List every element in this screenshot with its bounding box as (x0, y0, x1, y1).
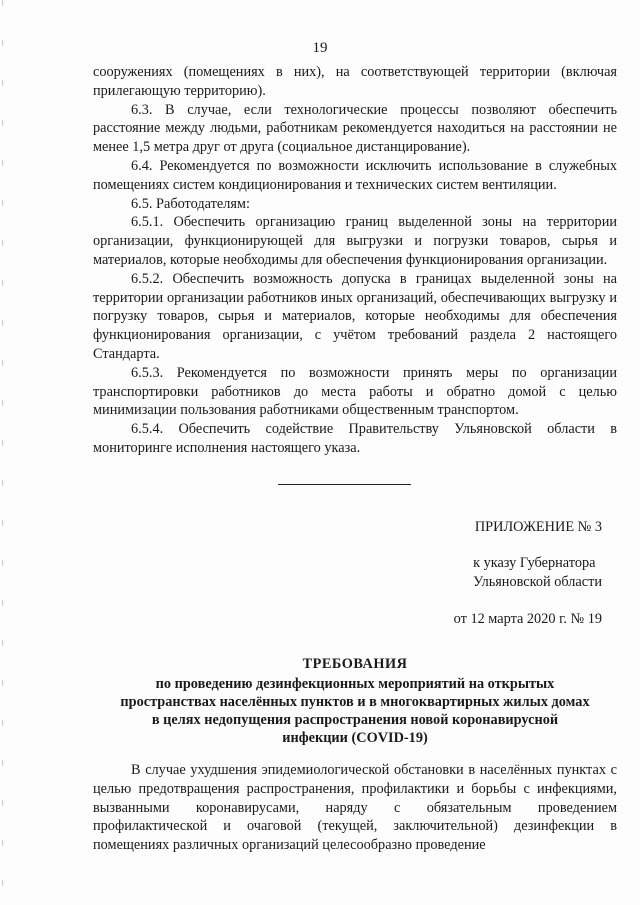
requirements-subtitle-line-3: в целях недопущения распространения новой коронавирусной (151, 712, 559, 728)
appendix-title: ПРИЛОЖЕНИЕ № 3 (474, 519, 602, 535)
document-body (93, 63, 617, 458)
paragraph-continuation: сооружениях (помещениях в них), на соответствующей территории (включая прилегающую территорию). (93, 64, 617, 99)
requirements-subtitle-line-4: инфекции (COVID-19) (282, 730, 428, 746)
appendix-date: от 12 марта 2020 г. № 19 (453, 611, 602, 627)
requirements-subtitle-line-1: по проведению дезинфекционных мероприятий на открытых (155, 676, 555, 692)
appendix-reference (473, 554, 602, 592)
paragraph-6-5-4: 6.5.4. Обеспечить содействие Правительству Ульяновской области в мониторинге исполнения настоящего указа. (93, 421, 617, 456)
requirements-subtitle-line-2: пространствах населённых пунктов и в многоквартирных жилых домах (120, 694, 590, 710)
appendix-block (454, 518, 602, 629)
appendix-reference-line-2: Ульяновской области (473, 574, 602, 590)
paragraph-6-5-2: 6.5.2. Обеспечить возможность допуска в границах выделенной зоны на территории организации работников иных организаций, обеспечивающих выгрузку и погрузку товаров, сырья и материалов, которые необходимы для обеспечения функционирования организации, с учётом требований раздела 2 настоящего Стандарта. (93, 270, 617, 362)
appendix-reference-line-1: к указу Губернатора (473, 555, 596, 571)
requirements-heading: ТРЕБОВАНИЯ (302, 656, 408, 672)
intro-paragraph: В случае ухудшения эпидемиологической обстановки в населённых пунктах с целью предотвращения распространения, профилактики и борьбы с инфекциями, вызванными коронавирусами, наряду с обязательным проведением профилактической и очаговой (текущей, заключительной) дезинфекции в помещениях различных организаций целесообразно проведение (93, 762, 617, 854)
page-number: 19 (312, 40, 328, 56)
scan-edge-mark (2, 0, 3, 905)
requirements-title-block (90, 655, 620, 747)
paragraph-6-4: 6.4. Рекомендуется по возможности исключить использование в служебных помещениях систем кондиционирования и технических систем вентиляции. (93, 157, 617, 193)
paragraph-6-3: 6.3. В случае, если технологические процессы позволяют обеспечить расстояние между людьми, работникам рекомендуется находиться на расстоянии не менее 1,5 метра друг от друга (социальное дистанцирование). (93, 101, 617, 156)
paragraph-6-5-1: 6.5.1. Обеспечить организацию границ выделенной зоны на территории организации, функционирующей для выгрузки и погрузки товаров, сырья и материалов, которые необходимы для обеспечения функционирования организации. (93, 214, 617, 268)
section-separator-line (278, 484, 411, 485)
paragraph-6-5-3: 6.5.3. Рекомендуется по возможности принять меры по организации транспортировки работников до места работы и обратно домой с целью минимизации пользования работниками общественным транспортом. (93, 364, 617, 419)
paragraph-6-5: 6.5. Работодателям: (131, 195, 250, 212)
